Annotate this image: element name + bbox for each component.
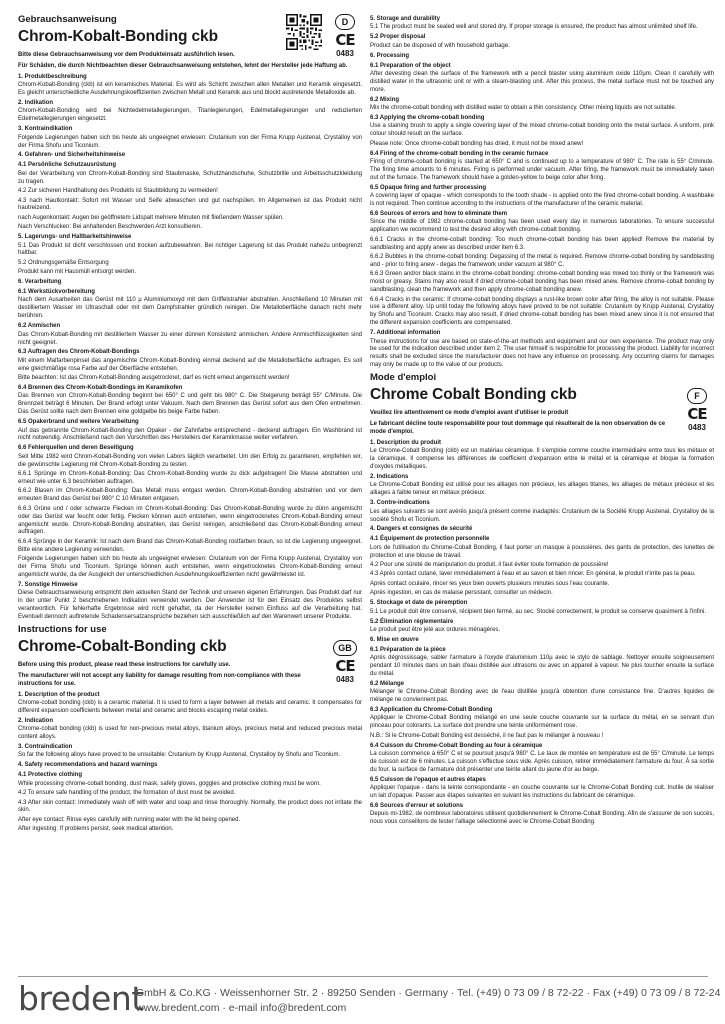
section-heading: 2. Indikation [18,100,54,107]
section-heading: 6. Processing [370,52,410,59]
english-body-right [370,16,714,370]
language-badge-f: F [687,388,707,404]
paragraph: 5.1 The product must be sealed well and stored dry. If proper storage is ensured, the product has almost unlimited shelf life. [370,24,698,31]
section-heading: 5. Stockage et date de péremption [370,600,468,607]
english-section-heading: Instructions for use [18,623,107,635]
paragraph: 6.6.2 Bubbles in the chrome-cobalt bonding: Degassing of the metal is required. Remove chrome-cobalt bonding by sandblasting and - prior to firing anew - degas the framework under vacuum at 980° C. [370,253,714,268]
paragraph: These instructions for use are based on state-of-the-art methods and equipment and our own experience. The product may only be used for the indication described under item 2. The user himself is responsible for processing the product. Liability for incorrect results shall be excluded since the manufacturer does not have any influence on processing. Any occurring claims for damages may only be made up to the value of our products. [370,338,714,369]
section-heading: 6.1 Werkstückvorbereitung [18,289,95,296]
paragraph: Après dégrossissage, sabler l'armature à l'oxyde d'aluminium 110µ avec le stylo de sablage. Nettoyer ensuite soigneusement pendant 10 minutes dans un bain d'eau distillée aux ultrasons ou avec un appareil à vapeur. Ne plus toucher ensuite la surface du métal. [370,655,714,677]
bredent-logo: bredent [18,979,144,1018]
paragraph: Mélanger le Chrome-Cobalt Bonding avec de l'eau distillée jusqu'à obtention d'une consistance fine. D'autres liquides de mélange ne conviennent pas. [370,689,714,704]
paragraph: Nach Verschlucken: Bei anhaltenden Beschwerden Arzt konsultieren. [18,224,202,231]
german-intro [18,52,288,60]
section-heading: 1. Description of the product [18,691,100,698]
section-heading: 2. Indication [18,717,54,724]
section-heading: 4.1 Protective clothing [18,772,83,779]
german-marks [328,14,362,58]
paragraph: 4.3 nach Hautkontakt: Sofort mit Wasser und Seife abwaschen und gut nachspülen. Im Allgemeinen ist das Produkt nicht hautreizend. [18,197,362,212]
paragraph: Nach dem Ausarbeiten das Gerüst mit 110 µ Aluminiumoxyd mit dem Griffelstrahler abstrahlen. Anschließend 10 Minuten mit destilliertem Wasser im Ultraschall oder mit dem Dampfstrahler gründlich reinigen. Die Metalloberfläche danach nicht mehr berühren. [18,297,362,320]
french-section-heading: Mode d'emploi [370,372,437,384]
paragraph: Chrome-cobalt bonding (ckb) is used for non-precious metal alloys, titanium alloys, precious metal and reduced precious metal content alloys. [18,726,362,741]
german-intro-line: Bitte diese Gebrauchsanweisung vor dem Produkteinsatz ausführlich lesen. [18,52,235,58]
paragraph: Diese Gebrauchsanweisung entspricht dem aktuellen Stand der Technik und unseren eigenen Erfahrungen. Das Produkt darf nur in der unter Punkt 2 beschriebenen Indikation verwendet werden. Der Anwender ist für den Einsatz des Produktes selbst verantwortlich. Für fehlerhafte Ergebnisse wird nicht gehaftet, da der Hersteller keinen Einfluss auf die Verarbeitung hat. Eventuell dennoch auftretende Schadensersatzansprüche beziehen sich ausschließlich auf den Warenwert unserer Produkte. [18,590,362,620]
section-heading: 6.3 Application du Chrome-Cobalt Bonding [370,707,493,714]
paragraph: Chrome-cobalt bonding (ckb) is a ceramic material. It is used to form a layer between all metals and ceramic. It compensates for different expansion coefficients between metal and ceramic and blocks escaping metal oxides. [18,700,362,714]
english-intro: Before using this product, please read these instructions for carefully use. [18,661,231,668]
section-heading: 5. Storage and durability [370,16,441,22]
german-disclaimer: Für Schäden, die durch Nichtbeachten dieser Gebrauchsanweisung entstehen, lehnt der Hersteller jede Haftung ab. [18,62,348,69]
paragraph: Since the middle of 1982 chrome-cobalt bonding has been used every day in numerous laboratories. To ensure successful application we recommend to test the desired alloy with chrome-cobalt bonding. [370,219,714,234]
french-disclaimer: Le fabricant décline toute responsabilité pour tout dommage qui résulterait de la non observation de ce mode d'emploi. [370,421,666,435]
paragraph: Folgende Legierungen haben sich bis heute als ungeeignet erwiesen: Crutanium von der Firma Krupp Austenal, Crystalloy von der Firma Shofu und Ticonium. [18,134,362,149]
paragraph: Appliquer l'opaque - dans la teinte correspondante - en couche couvrante sur le Chrome-Cobalt Bonding cuit. Inutile de réaliser un lait d'opaque. Passer aux étapes suivantes en suivant les instructions du fabricant de céramique. [370,785,714,800]
section-heading: 6.6 Sources of errors and how to eliminate them [370,210,508,217]
paragraph: Folgende Legierungen haben sich bis heute als ungeeignet erwiesen: Crutanium von der Firma Krupp Austenal, Crystalloy von der Firma Shofu und Ticonium. Sprünge können auch entstehen, wenn eingetrocknetes Chrom-Kobalt-Bonding erneut angemischt wurde, da der Ausgleich der unterschiedlichen Ausdehnungskoeffizienten nicht gewährleistet ist. [18,556,362,578]
paragraph: La cuisson commence à 650° C et se poursuit jusqu'à 980° C. Le taux de montée en température est de 55° C/minute. Le temps de cuisson est de 6 minutes. La cuisson s'effectue sous vide. Après cuisson, retirer immédiatement l'armature du four. À sa sortie du four, la surface de l'armature doit présenter une teinte allant du jaune d'or au beige. [370,751,714,773]
left-column [18,14,362,972]
qr-code-icon [286,14,322,50]
section-heading: 6.6 Fehlerquellen und deren Beseitigung [18,445,134,452]
paragraph: After eye contact: Rinse eyes carefully with running water with the lid being opened. [18,816,241,823]
paragraph: 6.6.1 Cracks in the chrome-cobalt bonding: Too much chrome-cobalt bonding has been applied! Remove the material by sandblasting and apply anew as described under item 6.3. [370,236,714,251]
paragraph: 6.6.4 Sprünge in der Keramik: Ist nach dem Brand das Chrom-Kobalt-Bonding rostfarben braun, so ist die Legierung ungeeignet. Bitte eine andere Legierung verwenden. [18,538,362,553]
paragraph: A covering layer of opaque - which corresponds to the tooth shade - is applied onto the fired chrome-cobalt bonding. A washbake is not required. Then continue according to the instructions of the manufacturer of the ceramic material. [370,193,714,208]
paragraph: After ingesting: If problems persist, seek medical attention. [18,826,174,833]
paragraph: Product can be disposed of with household garbage. [370,42,510,49]
paragraph: 4.2 To ensure safe handling of the product, the formation of dust must be avoided. [18,790,236,797]
paragraph: N.B.: Si le Chrome-Cobalt Bonding est desséché, il ne faut pas le mélanger à nouveau ! [370,732,604,739]
section-heading: 7. Sonstige Hinweise [18,581,78,588]
section-heading: 6.5 Cuisson de l'opaque et autres étapes [370,776,486,783]
paragraph: Lors de l'utilisation du Chrome-Cobalt Bonding, il faut porter un masque à poussières, des gants de protection, des lunettes de protection et une blouse de travail. [370,544,714,559]
paragraph: Use a staining brush to apply a single covering layer of the mixed chrome-cobalt bonding onto the metal surface. A uniform, pink colour should result on the surface. [370,123,714,138]
section-heading: 5.2 Élimination réglementaire [370,618,454,625]
section-heading: 6.3 Auftragen des Chrom-Kobalt-Bondings [18,349,140,356]
ce-mark-icon: CE [335,656,355,675]
section-heading: 5. Lagerungs- und Haltbarkeitshinweise [18,234,132,241]
paragraph: 6.6.4 Cracks in the ceramic: If chrome-cobalt bonding displays a rust-like brown color after firing, the alloy is not suitable. Please use a different alloy. Up until today the following alloys have proved to be not suitable: Crutanium by Krupp Austenal, Crystalloy by Shofu and Ticonium. Cracks may also result, if dried chrome-cobalt bonding has been mixed anew since it is not ensured that the different expansion coefficients are compensated. [370,296,714,327]
paragraph: nach Augenkontakt: Augen bei geöffnetem Lidspalt mehrere Minuten mit fließendem Wasser spülen. [18,214,284,221]
section-heading: 4. Gefahren- und Sicherheitshinweise [18,152,126,159]
right-column [370,14,714,972]
english-badges [328,640,362,684]
section-heading: 6.5 Opakerbrand und weitere Verarbeitung [18,419,139,426]
paragraph: Auf das gebrannte Chrom-Kobalt-Bonding den Opaker - der Zahnfarbe entsprechend - deckend auftragen. Ein Washbrand ist nicht notwendig. Anschließend nach den Vorschriften des Herstellers der Keramikmasse weiter verfahren. [18,427,362,442]
section-heading: 6.1 Préparation de la pièce [370,646,446,653]
section-heading: 6.4 Brennen des Chrom-Kobalt-Bondings im Keramikofen [18,385,183,392]
ce-mark-icon: CE [335,31,355,49]
paragraph: Chrom-Kobalt-Bonding (ckb) ist ein keramisches Material. Es wird als Schicht zwischen allen Metallen und Keramik eingesetzt. Es gleicht unterschiedliche Ausdehnungskoeffizienten zwischen Metall und Keramik aus und blockt austretende Metalloxide ab. [18,82,362,97]
french-body [370,440,714,827]
french-badges [680,388,714,432]
german-badges [286,14,362,58]
section-heading: 6.2 Mélange [370,680,405,687]
french-title: Chrome Cobalt Bonding ckb [370,386,577,404]
footer [18,976,721,1021]
section-heading: 1. Produktbeschreibung [18,73,87,80]
paragraph: Chrom-Kobalt-Bonding wird bei Nichtedelmetallegierungen, Titanlegierungen, Edelmetallegierungen und reduzierten Edelmetallegierungen eingesetzt. [18,108,362,123]
ce-mark-icon: CE [687,405,707,424]
paragraph: Après contact oculaire, rincer les yeux bien ouverts plusieurs minutes sous l'eau courante. [370,580,610,587]
paragraph: Le Chrome-Cobalt Bonding est utilisé pour les alliages non précieux, les alliages titanes, les alliages de métaux précieux et les alliages à faible teneur en métaux précieux. [370,482,714,497]
section-heading: 2. Indications [370,474,409,480]
paragraph: 6.6.1 Sprünge im Chrom-Kobalt-Bonding: Das Chrom-Kobalt-Bonding wurde zu dick aufgetragen! Die Masse abstrahlen und erneut wie unter 6.3 beschrieben auftragen. [18,471,362,485]
german-body [18,74,362,622]
company-contacts: www.bredent.com · e-mail info@bredent.com [136,1002,347,1014]
section-heading: 3. Contraindication [18,744,73,751]
paragraph: So far the following alloys have proved to be unsuitable: Crutanium by Krupp Austenal, Crystalloy by Shofu and Ticonium. [18,752,341,759]
paragraph: Depuis mi-1982, de nombreux laboratoires utilisent quotidiennement le Chrome-Cobalt Bonding. Afin de s'assurer de son succès, nous vous conseillons de tester l'alliage sélectionné avec le Chrome-Cobalt Bonding. [370,811,714,826]
paragraph: 5.2 Ordnungsgemäße Entsorgung [18,259,109,266]
section-heading: 4. Dangers et consignes de sécurité [370,526,473,533]
paragraph: Bitte beachten: Ist das Chrom-Kobalt-Bonding ausgetrocknet, darf es nicht erneut angemischt werden! [18,375,290,382]
paragraph: 6.6.2 Blasen im Chrom-Kobalt-Bonding: Das Metall muss entgast werden. Chrom-Kobalt-Bonding abstrahlen und vor dem erneuten Brand das Gerüst bei 980° C 10 Minuten entgasen. [18,488,362,503]
section-heading: 6.1 Preparation of the object [370,62,451,69]
paragraph: Firing of chrome-cobalt bonding is started at 650° C and is continued up to a temperature of 980° C. The rate is 55° C/minute. The firing time amounts to 6 minutes. Firing is performed under vacuum. After firing, the framework must be immediately taken out of the furnace. The framework should have a golden-yellow to beige color after firing. [370,159,714,181]
section-heading: 1. Description du produit [370,439,442,446]
paragraph: Appliquer le Chrome-Cobalt Bonding mélangé en une seule couche couvrante sur la surface du métal, en se servant d'un pinceau pour colorants. La surface doit prendre une teinte uniformément rose. [370,715,714,730]
paragraph: While processing chrome-cobalt bonding, dust mask, safety gloves, goggles and protective clothing must be worn. [18,780,321,787]
paragraph: Seit Mitte 1982 wird Chrom-Kobalt-Bonding von vielen Labors täglich verarbeitet. Um den Erfolg zu garantieren, empfehlen wir, die gewünschte Legierung mit Chrom-Kobalt-Bonding zu testen. [18,453,362,468]
section-heading: 6. Mise en œuvre [370,636,419,643]
section-heading: 4. Safety recommendations and hazard warnings [18,762,158,769]
german-title: Chrom-Kobalt-Bonding ckb [18,28,218,45]
paragraph: Le produit peut être jeté aux ordures ménagères. [370,626,501,633]
section-heading: 4.1 Persönliche Schutzausrüstung [18,162,117,169]
paragraph: Das Chrom-Kobalt-Bonding mit destilliertem Wasser zu einer dünnen Konsistenz anmischen. Andere Anmischflüssigkeiten sind nicht geeignet. [18,331,362,346]
paragraph: Les alliages suivants se sont avérés jusqu'à présent comme inadaptés: Crutanium de la Société Krupp Austenal, Crystalloy de la société Shofu et Ticonium. [370,508,714,523]
company-address: GmbH & Co.KG · Weissenhorner Str. 2 · 89250 Senden · Germany · Tel. (+49) 0 73 09 / 8 72-22 · Fax (+49) 0 73 09 / 8 72-24 [136,987,721,999]
paragraph: 6.6.3 Green and/or black stains in the chrome-cobalt bonding: chrome-cobalt bonding was mixed too thinly or the framework was moist or greasy. Stains may also result if dried chrome-cobalt bonding has been mixed anew. Remove chrome-cobalt bonding by sandblasting, clean the framework and then apply chrome-cobalt bonding anew. [370,271,714,294]
french-intro: Veuillez lire attentivement ce mode d'emploi avant d'utiliser le produit [370,410,569,417]
german-section-heading: Gebrauchsanweisung [18,14,117,25]
paragraph: Bei der Verarbeitung von Chrom-Kobalt-Bonding sind Staubmaske, Schutzhandschuhe, Schutzbrille und Arbeitsschutzkleidung zu tragen. [18,170,362,185]
section-heading: 3. Kontraindikation [18,126,73,133]
section-heading: 6.2 Mixing [370,96,400,103]
paragraph: 5.1 Das Produkt ist dicht verschlossen und trocken aufzubewahren. Bei richtiger Lagerung ist das Produkt nahezu unbegrenzt haltbar. [18,242,362,257]
paragraph: Après ingestion, en cas de malaise persistant, consulter un médecin. [370,590,553,597]
paragraph: 4.3 Après contact cutané, laver immédiatement à l'eau et au savon et bien rincer. En général, le produit n'irrite pas la peau. [370,571,696,578]
section-heading: 3. Contre-indications [370,500,430,507]
english-disclaimer: The manufacturer will not accept any liability for damage resulting from non-compliance with these instructions for use. [18,672,301,687]
ce-number: 0483 [688,423,706,433]
paragraph: Produkt kann mit Hausmüll entsorgt werden. [18,269,137,276]
paragraph: Mit einem Malfarbenpinsel das angemischte Chrom-Kobalt-Bonding einmal deckend auf die Metalloberfläche auftragen. Es soll eine gleichmäßige rosa Farbe auf der Oberfläche entstehen. [18,357,362,372]
paragraph: After devesting clean the surface of the framework with a pencil blaster using aluminium oxide 110µm. Clean it carefully with distilled water in the ultrasonic unit or with a steam-blasting unit. After this process, the metal surface must not be touched any more. [370,70,714,93]
section-heading: 4.1 Équipement de protection personnelle [370,536,490,543]
paragraph: 4.2 Pour une sûreté de manipulation du produit, il faut éviter toute formation de poussière! [370,562,609,569]
section-heading: 6.2 Anmischen [18,323,61,330]
paragraph: Le Chrome-Cobalt Bonding (ckb) est un matériau céramique. Il s'emploie comme couche intermédiaire entre tous les métaux et la céramique. Il compense les différences de coefficient d'expansion entre le métal et la céramique et bloque la formation d'oxydes métalliques. [370,448,714,471]
ce-number: 0483 [336,49,354,58]
paragraph: 5.1 Le produit doit être conservé, récipient bien fermé, au sec. Stocké correctement, le produit se conserve quasiment à l'infini. [370,608,706,615]
paragraph: 4.2 Zur sicheren Handhabung des Produkts ist Staubbildung zu vermeiden! [18,188,218,195]
ce-number: 0483 [336,674,354,684]
section-heading: 6.5 Opaque firing and further processing [370,184,487,191]
paragraph: Mix the chrome-cobalt bonding with distilled water to obtain a thin consistency. Other mixing liquids are not suitable. [370,105,677,112]
paragraph: 4.3 After skin contact: Immediately wash off with water and soap and rinse thoroughly. Normally, the product does not irritate the skin. [18,799,362,814]
french-marks [680,388,714,432]
section-heading: 6.4 Firing of the chrome-cobalt bonding in the ceramic furnace [370,150,549,157]
paragraph: 6.6.3 Grüne und / oder schwarze Flecken im Chrom-Kobalt-Bonding: Das Chrom-Kobalt-Bonding wurde zu dünn angemischt oder das Gerüst war feucht oder fettig. Flecken können auch entstehen, wenn eingetrocknetes Chrom-Kobalt-Bonding erneut angemischt wurde. Chrom-Kobalt-Bonding abstrahlen, das Gerüst reinigen, anschließend das Chrom-Kobalt-Bonding erneut auftragen. [18,505,362,536]
language-badge-gb: GB [333,640,357,656]
section-heading: 6.6 Sources d'erreur et solutions [370,803,464,810]
section-heading: 7. Additional information [370,330,441,337]
paragraph: Please note: Once chrome-cobalt bonding has dried, it must not be mixed anew! [370,140,584,147]
section-heading: 5.2 Proper disposal [370,34,426,41]
english-title: Chrome-Cobalt-Bonding ckb [18,637,227,655]
section-heading: 6.4 Cuisson du Chrome-Cobalt Bonding au four à céramique [370,742,543,749]
section-heading: 6.3 Applying the chrome-cobalt bonding [370,114,485,121]
english-body-left [18,692,362,835]
english-marks [328,640,362,684]
language-badge-d: D [335,14,355,30]
paragraph: Das Brennen von Chrom-Kobalt-Bonding beginnt bei 650° C und geht bis 980° C. Die Steigerung beträgt 55° C/Minute. Die Brennzeit beträgt 6 Minuten. Der Brand erfolgt unter Vakuum. Nach dem Brennen das Gerüst sofort aus dem Ofen entnehmen. Das Gerüst sollte nach dem Brennen eine goldgelbe bis beige Farbe haben. [18,393,362,416]
section-heading: 6. Verarbeitung [18,279,62,286]
